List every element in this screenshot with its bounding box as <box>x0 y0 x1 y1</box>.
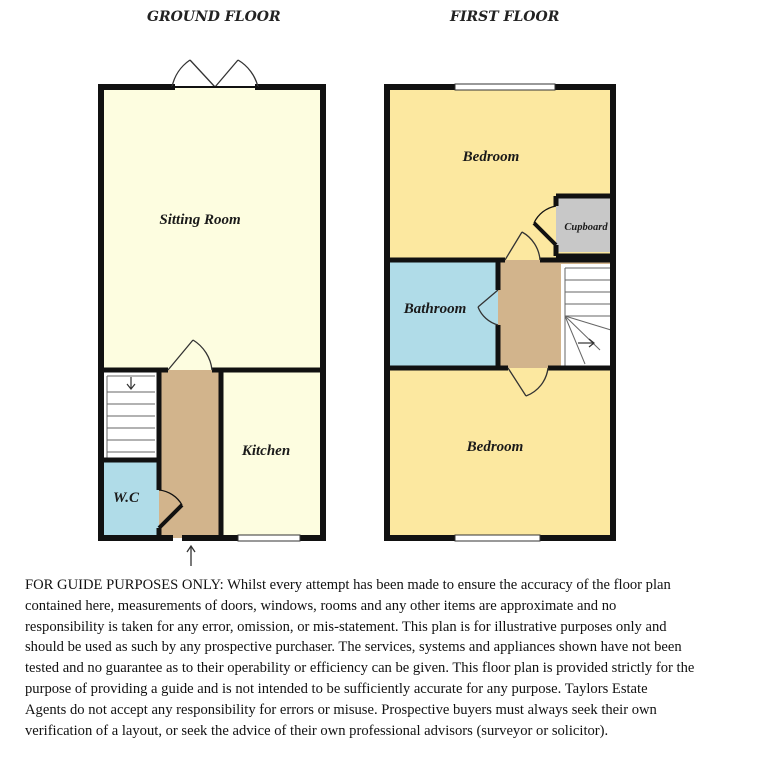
kitchen-label: Kitchen <box>241 443 291 459</box>
entrance-arrow <box>187 546 195 566</box>
sitting-room-label: Sitting Room <box>159 212 241 228</box>
first-floor-plan <box>387 84 613 541</box>
entrance-hall <box>159 370 221 538</box>
bathroom-label: Bathroom <box>403 301 467 317</box>
front-bedroom-label: Bedroom <box>466 439 524 455</box>
ground-stairs-area <box>101 370 159 460</box>
rear-bedroom-window <box>455 84 555 90</box>
first-floor-title: FIRST FLOOR <box>450 9 560 25</box>
kitchen-window <box>238 535 300 541</box>
cupboard-label: Cupboard <box>564 222 608 233</box>
disclaimer-text: FOR GUIDE PURPOSES ONLY: Whilst every attempt has been made to ensure the accuracy of the floor plan contained here, measurements of doors, windows, rooms and any other items are approximate and no responsibility is taken for any error, omission, or mis-statement. This plan is for illustrative purposes only and should be used as such by any prospective purchaser. The services, systems and appliances shown have not been tested and no guarantee as to their operability or efficiency can be given. This floor plan is provided strictly for the purpose of providing a guide and is not intended to be sufficiently accurate for any purpose. Taylors Estate Agents do not accept any responsibility for errors or misuse. Prospective buyers must always seek their own verification of a layout, or seek the advice of their own professional advisors (surveyor or solicitor). <box>25 577 695 739</box>
front-bedroom-window <box>455 535 540 541</box>
sitting-room <box>101 87 323 370</box>
ground-floor-plan <box>101 60 323 566</box>
ground-floor-title: GROUND FLOOR <box>147 9 281 25</box>
wc-label: W.C <box>113 490 139 506</box>
rear-bedroom-label: Bedroom <box>462 149 520 165</box>
french-doors <box>172 60 258 87</box>
